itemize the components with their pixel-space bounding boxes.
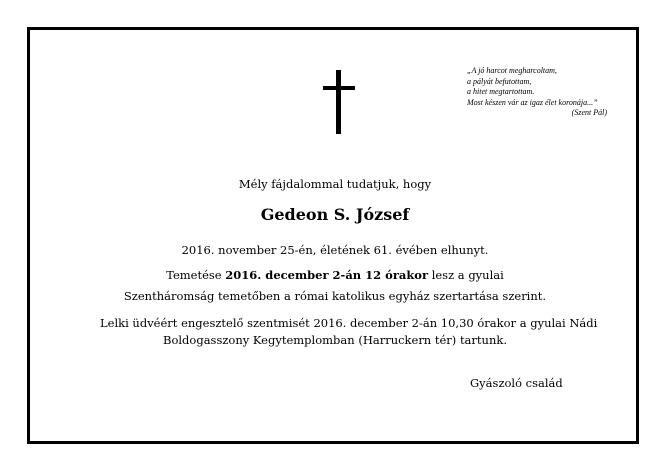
funeral-date: 2016. december 2-án 12 órakor — [225, 268, 429, 282]
mass-line-2: Boldogasszony Kegytemplomban (Harruckern tér) tartunk. — [163, 333, 507, 347]
funeral-prefix: Temetése — [166, 268, 226, 282]
intro-text: Mély fájdalommal tudatjuk, hogy — [238, 177, 432, 191]
death-date-text: 2016. november 25-én, életének 61. évében elhunyt. — [181, 243, 489, 257]
bible-quote — [467, 66, 617, 119]
quote-line: a pályát befutottam, — [467, 76, 532, 86]
signoff: Gyászoló család — [470, 376, 563, 390]
deceased-name: Gedeon S. József — [260, 205, 410, 224]
funeral-suffix: lesz a gyulai — [428, 268, 504, 282]
quote-source: (Szent Pál) — [571, 108, 607, 117]
quote-line: „A jó harcot megharcoltam, — [467, 66, 557, 75]
cross-icon — [323, 70, 355, 134]
funeral-place: Szentháromság temetőben a római katolikus egyház szertartása szerint. — [123, 289, 547, 303]
mass-line-1: Lelki üdvéért engesztelő szentmisét 2016. december 2-án 10,30 órakor a gyulai Nádi — [100, 316, 598, 330]
quote-line: a hitet megtartottam. — [467, 87, 535, 96]
quote-line: Most készen vár az igaz élet koronája...” — [467, 97, 598, 107]
funeral-line — [100, 268, 570, 282]
